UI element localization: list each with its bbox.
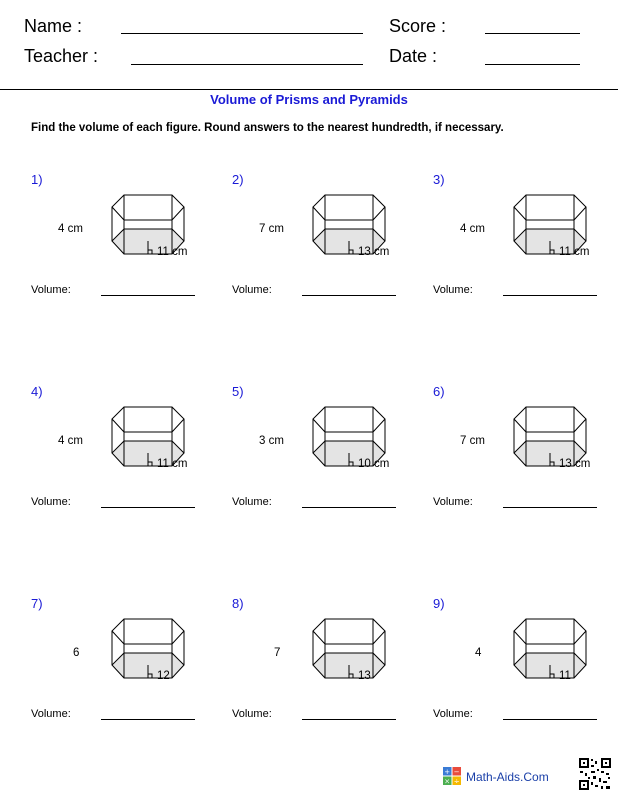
problem-number: 9): [433, 596, 445, 611]
problem-number: 1): [31, 172, 43, 187]
header-divider: [0, 89, 618, 90]
volume-answer-line[interactable]: [302, 295, 396, 296]
volume-answer-line[interactable]: [101, 295, 195, 296]
height-label: 4 cm: [460, 223, 485, 235]
score-line: [485, 33, 580, 34]
date-label: Date :: [389, 46, 438, 66]
height-label: 4: [475, 647, 482, 659]
problem-number: 3): [433, 172, 445, 187]
math-aids-logo-icon: [443, 767, 461, 785]
volume-label: Volume:: [433, 708, 473, 720]
volume-label: Volume:: [232, 284, 272, 296]
problem-8: [232, 596, 432, 736]
problem-9: [433, 596, 618, 736]
svg-text:−: −: [453, 768, 460, 776]
height-label: 7 cm: [259, 223, 284, 235]
problem-6: [433, 384, 618, 524]
volume-label: Volume:: [433, 496, 473, 508]
volume-answer-line[interactable]: [302, 719, 396, 720]
hexagonal-prism-figure: [108, 618, 188, 690]
volume-answer-line[interactable]: [503, 295, 597, 296]
problem-2: [232, 172, 432, 312]
name-label: Name :: [24, 16, 83, 36]
volume-label: Volume:: [232, 496, 272, 508]
volume-answer-line[interactable]: [302, 507, 396, 508]
problem-number: 7): [31, 596, 43, 611]
svg-text:÷: ÷: [453, 777, 460, 785]
side-length-label: 13 cm: [559, 458, 591, 470]
svg-text:+: +: [444, 768, 451, 776]
height-label: 3 cm: [259, 435, 284, 447]
problem-number: 8): [232, 596, 244, 611]
problem-7: [31, 596, 231, 736]
height-label: 4 cm: [58, 435, 83, 447]
side-length-label: 11: [559, 670, 571, 682]
side-length-label: 11 cm: [157, 458, 188, 470]
name-line: [121, 33, 363, 34]
problem-3: [433, 172, 618, 312]
problem-number: 2): [232, 172, 244, 187]
height-label: 4 cm: [58, 223, 83, 235]
hexagonal-prism-figure: [309, 618, 389, 690]
worksheet-title: Volume of Prisms and Pyramids: [210, 92, 408, 107]
volume-answer-line[interactable]: [101, 719, 195, 720]
side-length-label: 10 cm: [358, 458, 390, 470]
problem-5: [232, 384, 432, 524]
side-length-label: 13 cm: [358, 246, 390, 258]
date-line: [485, 64, 580, 65]
side-length-label: 11 cm: [559, 246, 590, 258]
side-length-label: 12: [157, 670, 170, 682]
volume-label: Volume:: [31, 284, 71, 296]
score-label: Score :: [389, 16, 447, 36]
side-length-label: 11 cm: [157, 246, 188, 258]
teacher-line: [131, 64, 363, 65]
footer-brand: Math-Aids.Com: [466, 770, 549, 784]
problem-number: 4): [31, 384, 43, 399]
volume-answer-line[interactable]: [503, 507, 597, 508]
side-length-label: 13: [358, 670, 371, 682]
height-label: 7: [274, 647, 281, 659]
volume-answer-line[interactable]: [101, 507, 195, 508]
hexagonal-prism-figure: [510, 618, 590, 690]
instructions: Find the volume of each figure. Round answers to the nearest hundredth, if necessary.: [31, 122, 504, 134]
volume-label: Volume:: [232, 708, 272, 720]
height-label: 7 cm: [460, 435, 485, 447]
volume-answer-line[interactable]: [503, 719, 597, 720]
volume-label: Volume:: [31, 496, 71, 508]
problem-number: 5): [232, 384, 244, 399]
height-label: 6: [73, 647, 80, 659]
volume-label: Volume:: [433, 284, 473, 296]
qr-code-icon: [578, 757, 612, 791]
problem-number: 6): [433, 384, 445, 399]
teacher-label: Teacher :: [24, 46, 99, 66]
problem-4: [31, 384, 231, 524]
svg-text:×: ×: [444, 777, 451, 785]
volume-label: Volume:: [31, 708, 71, 720]
problem-1: [31, 172, 231, 312]
